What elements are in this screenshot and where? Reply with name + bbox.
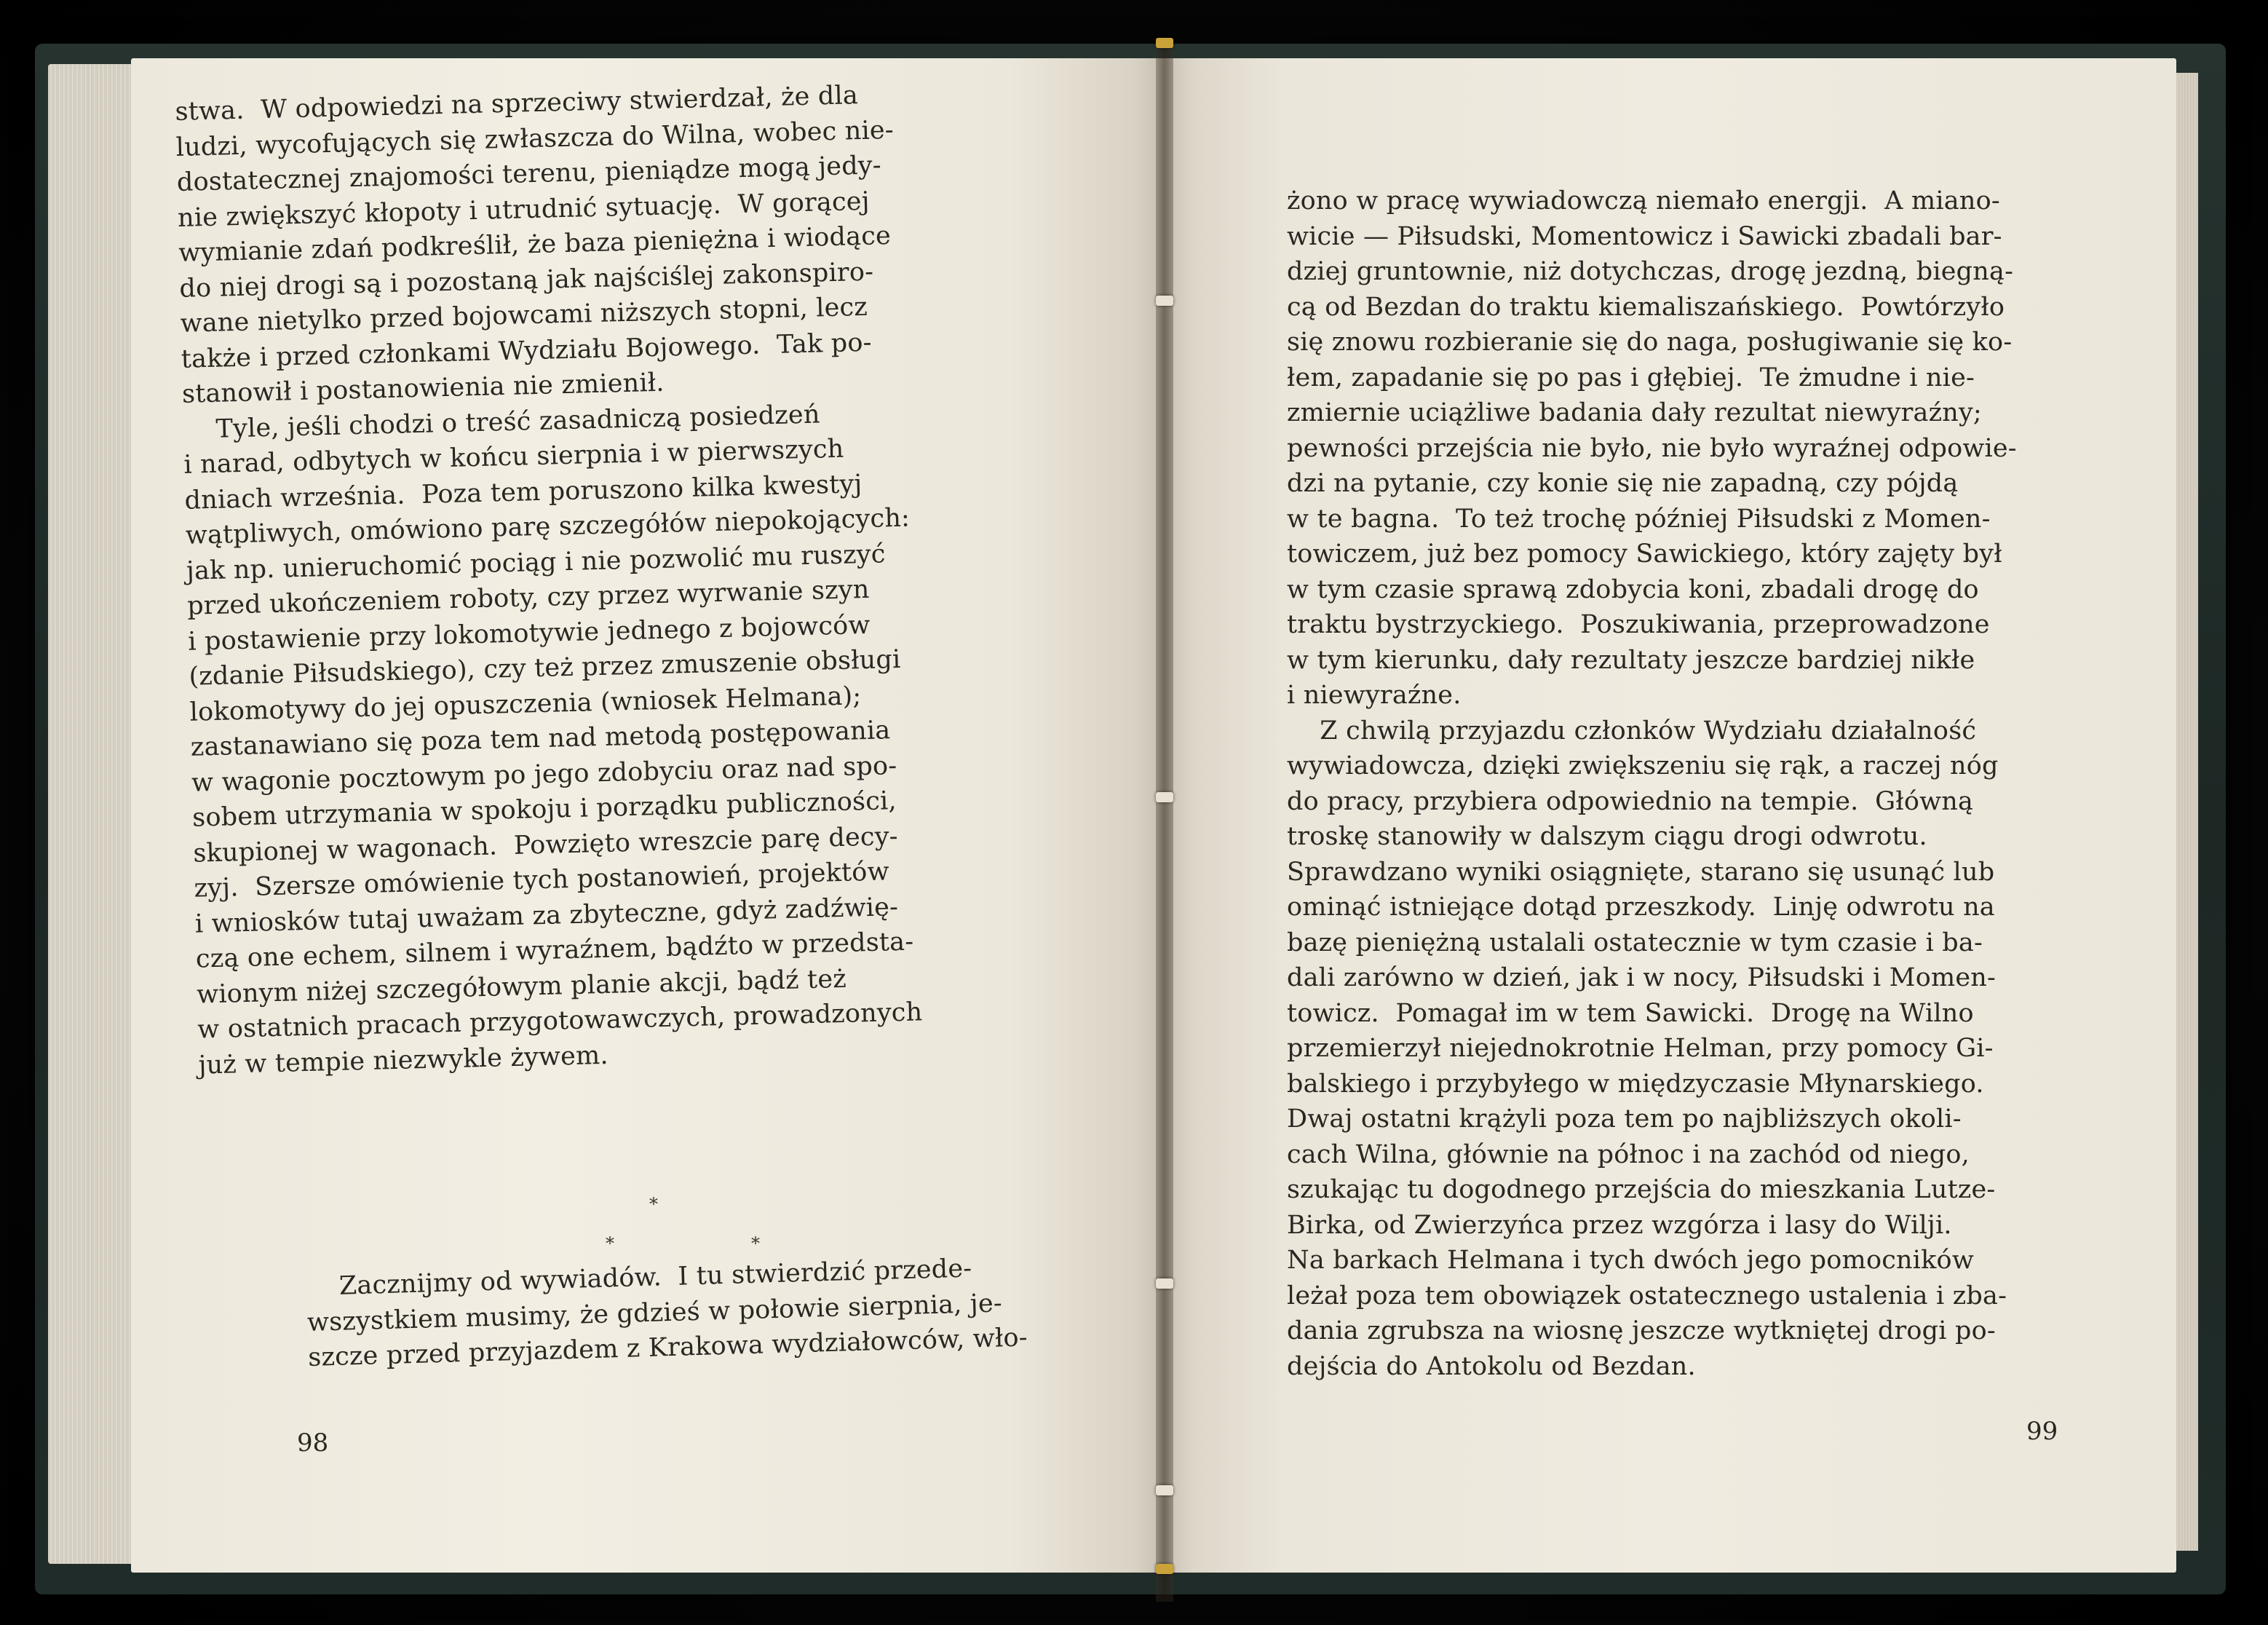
left-closing-text (306, 1247, 1109, 1375)
text-line: wane nietylko przed bojowcami niższych stopni, lecz (180, 292, 868, 339)
page-number-left: 98 (297, 1428, 329, 1458)
text-line: także i przed członkami Wydziału Bojowego. Tak po- (181, 328, 873, 374)
binding-stitch-4 (1156, 1485, 1173, 1495)
text-line: balskiego i przybyłego w międzyczasie Młynarskiego. (1287, 1069, 1984, 1099)
text-line: pewności przejścia nie było, nie było wyraźnej odpowie- (1287, 433, 2017, 463)
text-line: skupionej w wagonach. Powzięto wreszcie parę decy- (192, 821, 899, 869)
text-line: wywiadowcza, dzięki zwiększeniu się rąk, a raczej nóg (1287, 751, 1999, 780)
binding-thread-bottom (1156, 1564, 1173, 1574)
text-line: wicie — Piłsudski, Momentowicz i Sawicki zbadali bar- (1287, 221, 2002, 251)
text-line: sobem utrzymania w spokoju i porządku publiczności, (191, 786, 897, 833)
text-line: dzi na pytanie, czy konie się nie zapadną, czy pójdą (1287, 469, 1959, 498)
text-line: dali zarówno w dzień, jak i w nocy, Piłsudski i Momen- (1287, 963, 1997, 992)
text-line: szukając tu dogodnego przejścia do mieszkania Lutze- (1287, 1175, 1996, 1204)
text-line: przed ukończeniem roboty, czy przez wyrwanie szyn (186, 574, 870, 621)
text-line: wionym niżej szczegółowym planie akcji, bądź też (196, 964, 847, 1010)
text-line: cach Wilna, głównie na północ i na zachód od niego, (1287, 1139, 1970, 1169)
separator-asterisk: * (649, 1194, 658, 1214)
text-line: Sprawdzano wyniki osiągnięte, starano się usunąć lub (1287, 857, 1995, 887)
text-line: w ostatnich pracach przygotowawczych, prowadzonych (197, 997, 923, 1045)
text-line: w tym kierunku, dały rezultaty jeszcze bardziej nikłe (1287, 645, 1975, 675)
left-paragraph (175, 72, 1116, 1083)
text-line: dziej gruntownie, niż dotychczas, drogę jezdną, biegną- (1287, 257, 2014, 286)
text-line: i narad, odbytych w końcu sierpnia i w pierwszych (183, 434, 844, 480)
text-line: nie zwiększyć kłopoty i utrudnić sytuację. W gorącej (177, 186, 871, 233)
text-line: Z chwilą przyjazdu członków Wydziału działalność (1287, 716, 1977, 746)
text-line: stanowił i postanowienia nie zmienił. (181, 368, 665, 409)
page-number-right: 99 (2026, 1417, 2058, 1446)
right-paragraph (1287, 183, 2131, 1384)
binding-thread-top (1156, 38, 1173, 48)
text-line: przemierzył niejednokrotnie Helman, przy pomocy Gi- (1287, 1034, 1994, 1063)
text-line: w wagonie pocztowym po jego zdobyciu oraz nad spo- (191, 751, 897, 798)
text-line: dania zgrubsza na wiosnę jeszcze wytkniętej drogi po- (1287, 1316, 1996, 1345)
text-line: dejścia do Antokolu od Bezdan. (1287, 1351, 1696, 1381)
text-line: Na barkach Helmana i tych dwóch jego pomocników (1287, 1246, 1974, 1275)
text-line: żono w pracę wywiadowczą niemało energji. A miano- (1287, 186, 2000, 216)
text-line: (zdanie Piłsudskiego), czy też przez zmuszenie obsługi (189, 644, 901, 692)
text-line: jak np. unieruchomić pociąg i nie pozwolić mu ruszyć (186, 539, 886, 586)
right-page-text (1287, 183, 2131, 1384)
binding-stitch-3 (1156, 1278, 1173, 1289)
separator-asterisk: * (751, 1233, 760, 1254)
binding-stitch-2 (1156, 792, 1173, 802)
text-line: w tym czasie sprawą zdobycia koni, zbadali drogę do (1287, 574, 1979, 604)
text-line: leżał poza tem obowiązek ostatecznego ustalenia i zba- (1287, 1281, 2007, 1310)
text-line: Dwaj ostatni krążyli poza tem po najbliższych okoli- (1287, 1104, 1962, 1134)
text-line: Zacznijmy od wywiadów. I tu stwierdzić przede- (306, 1254, 972, 1302)
text-line: czą one echem, silnem i wyraźnem, bądźto w przedsta- (195, 927, 914, 974)
text-line: i wniosków tutaj uważam za zbyteczne, gdyż zadźwię- (194, 892, 899, 939)
text-line: już w tempie niezwykle żywem. (198, 1040, 609, 1080)
text-line: i postawienie przy lokomotywie jednego z bojowców (187, 610, 871, 657)
text-line: łem, zapadanie się po pas i głębiej. Te żmudne i nie- (1287, 363, 1975, 392)
text-line: zyj. Szersze omówienie tych postanowień, projektów (194, 857, 890, 904)
text-line: ludzi, wycofujących się zwłaszcza do Wilna, wobec nie- (175, 115, 895, 162)
text-line: zastanawiano się poza tem nad metodą postępowania (190, 716, 891, 762)
binding-stitch-1 (1156, 296, 1173, 306)
text-line: Birka, od Zwierzyńca przez wzgórza i lasy do Wilji. (1287, 1210, 1952, 1240)
left-closing-paragraph (306, 1247, 1109, 1375)
text-line: bazę pieniężną ustalali ostatecznie w tym czasie i ba- (1287, 928, 1983, 957)
text-line: dniach września. Poza tem poruszono kilka kwestyj (184, 469, 863, 515)
text-line: i niewyraźne. (1287, 681, 1462, 710)
text-line: do niej drogi są i pozostaną jak najściślej zakonspiro- (179, 257, 874, 304)
book-gutter (1156, 44, 1173, 1602)
text-line: wszystkiem musimy, że gdzieś w połowie sierpnia, je- (306, 1288, 1003, 1337)
text-line: stwa. W odpowiedzi na sprzeciwy stwierdzał, że dla (175, 81, 859, 127)
left-page-text (175, 72, 1116, 1083)
separator-asterisk: * (606, 1233, 614, 1254)
text-line: ominąć istniejące dotąd przeszkody. Linję odwrotu na (1287, 893, 1995, 922)
text-line: dostatecznej znajomości terenu, pieniądze mogą jedy- (176, 151, 882, 197)
page-block-edge-left (48, 64, 135, 1564)
section-separator (560, 1194, 779, 1260)
text-line: w te bagna. To też trochę później Piłsudski z Momen- (1287, 504, 1991, 534)
text-line: szcze przed przyjazdem z Krakowa wydziałowców, wło- (307, 1323, 1028, 1372)
text-line: towicz. Pomagał im w tem Sawicki. Drogę na Wilno (1287, 998, 1974, 1028)
text-line: do pracy, przybiera odpowiednio na tempie. Główną (1287, 786, 1974, 816)
text-line: troskę stanowiły w dalszym ciągu drogi odwrotu. (1287, 822, 1927, 851)
text-line: wymianie zdań podkreślił, że baza pieniężna i wiodące (178, 221, 892, 268)
text-line: cą od Bezdan do traktu kiemaliszańskiego. Powtórzyło (1287, 292, 2005, 322)
text-line: się znowu rozbieranie się do naga, posługiwanie się ko- (1287, 328, 2013, 357)
text-line: Tyle, jeśli chodzi o treść zasadniczą posiedzeń (182, 399, 821, 445)
text-line: traktu bystrzyckiego. Poszukiwania, przeprowadzone (1287, 610, 1990, 639)
text-line: towiczem, już bez pomocy Sawickiego, który zajęty był (1287, 539, 2002, 569)
text-line: zmiernie uciążliwe badania dały rezultat niewyraźny; (1287, 398, 1982, 427)
text-line: wątpliwych, omówiono parę szczegółów niepokojących: (185, 503, 911, 550)
text-line: lokomotywy do jej opuszczenia (wniosek Helmana); (189, 681, 862, 727)
